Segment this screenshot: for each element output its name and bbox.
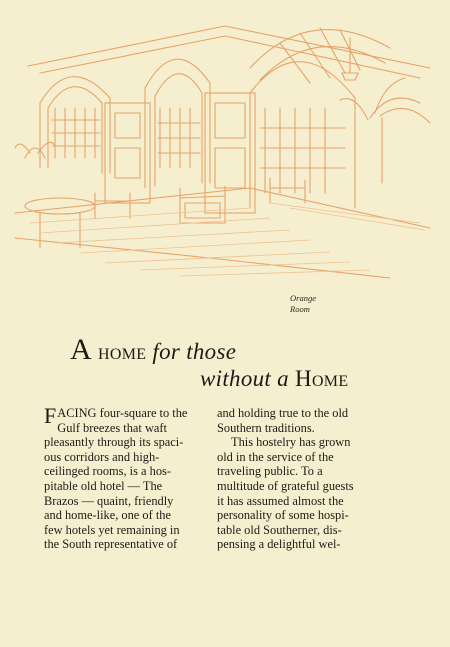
left-line: the South representative of [44, 537, 178, 552]
headline-word-home-2: Home [295, 366, 349, 391]
headline-italic-2: without a [200, 366, 289, 391]
left-line: and home-like, one of the [44, 508, 171, 523]
orange-room-illustration [10, 8, 440, 300]
right-line: This hostelry has grown [231, 435, 351, 450]
body-column-right [217, 406, 378, 552]
headline-initial: A [70, 333, 92, 366]
body-column-left [44, 403, 204, 552]
headline-line-1 [70, 333, 236, 367]
left-line: Gulf breezes that waft [57, 420, 167, 435]
right-line: Southern traditions. [217, 420, 315, 435]
left-line: pitable old hotel — The [44, 478, 163, 493]
right-line: and holding true to the old [217, 406, 349, 420]
headline-line-2 [200, 366, 348, 392]
illustration-caption [290, 293, 370, 315]
drop-cap: F [44, 403, 57, 428]
left-line: ous corridors and high- [44, 449, 160, 464]
left-line: few hotels yet remaining in [44, 522, 180, 537]
right-line: old in the service of the [217, 449, 334, 464]
headline-word-home: home [98, 339, 147, 364]
left-line: pleasantly through its spaci- [44, 435, 184, 450]
right-line: multitude of grateful guests [217, 478, 354, 493]
caption-line-2: Room [290, 304, 310, 314]
left-line: Brazos — quaint, friendly [44, 493, 174, 508]
right-line: table old Southerner, dis- [217, 522, 342, 537]
right-line: personality of some hospi- [217, 508, 349, 523]
right-line: pensing a delightful wel- [217, 537, 341, 552]
left-line: ACING four-square to the [57, 406, 188, 420]
right-line: it has assumed almost the [217, 493, 344, 508]
caption-line-1: Orange [290, 293, 316, 303]
left-line: ceilinged rooms, is a hos- [44, 464, 171, 479]
right-line: traveling public. To a [217, 464, 323, 479]
headline-italic-1: for those [152, 339, 237, 364]
